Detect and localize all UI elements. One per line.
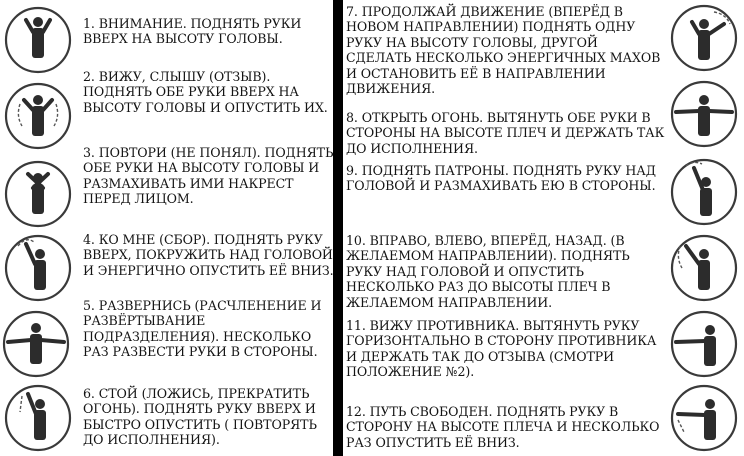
- signal-text-4: 4. КО МНЕ (СБОР). ПОДНЯТЬ РУКУ ВВЕРХ, ПОКРУЖИТЬ НАД ГОЛОВОЙ И ЭНЕРГИЧНО ОПУСТИТЬ ЕЁ ВНИЗ.: [83, 232, 334, 278]
- signal-text-10: 10. ВПРАВО, ВЛЕВО, ВПЕРЁД, НАЗАД. (В ЖЕЛАЕМОМ НАПРАВЛЕНИИ). ПОДНЯТЬ РУКУ НАД ГОЛОВОЙ И ОПУСТИТЬ НЕСКОЛЬКО РАЗ ДО ВЫСОТЫ ПЛЕЧ В ЖЕЛАЕМОМ НАПРАВЛЕНИИ.: [346, 233, 630, 310]
- signal-text-6: 6. СТОЙ (ЛОЖИСЬ, ПРЕКРАТИТЬ ОГОНЬ). ПОДНЯТЬ РУКУ ВВЕРХ И БЫСТРО ОПУСТИТЬ ( ПОВТОРЯТЬ ДО ИСПОЛНЕНИЯ).: [83, 386, 317, 448]
- soldier-arms-crossed-icon: [2, 158, 74, 230]
- signal-text-3: 3. ПОВТОРИ (НЕ ПОНЯЛ). ПОДНЯТЬ ОБЕ РУКИ НА ВЫСОТУ ГОЛОВЫ И РАЗМАХИВАТЬ ИМИ НАКРЕСТ ПЕРЕД ЛИЦОМ.: [83, 145, 334, 207]
- soldier-arm-raised-icon: [2, 382, 74, 454]
- signal-text-8: 8. ОТКРЫТЬ ОГОНЬ. ВЫТЯНУТЬ ОБЕ РУКИ В СТОРОНЫ НА ВЫСОТЕ ПЛЕЧ И ДЕРЖАТЬ ТАК ДО ИСПОЛНЕНИЯ.: [346, 110, 665, 156]
- soldier-arms-side-icon: [668, 78, 740, 150]
- signal-text-2: 2. ВИЖУ, СЛЫШУ (ОТЗЫВ). ПОДНЯТЬ ОБЕ РУКИ ВВЕРХ НА ВЫСОТУ ГОЛОВЫ И ОПУСТИТЬ ИХ.: [83, 69, 328, 115]
- signal-text-12: 12. ПУТЬ СВОБОДЕН. ПОДНЯТЬ РУКУ В СТОРОНУ НА ВЫСОТЕ ПЛЕЧА И НЕСКОЛЬКО РАЗ ОПУСТИТЬ ЕЁ ВНИЗ.: [346, 404, 660, 450]
- soldier-arm-lowering-icon: [668, 382, 740, 454]
- soldier-arm-circling-icon: [2, 232, 74, 304]
- soldier-arms-raised-icon: [2, 80, 74, 152]
- signal-text-7: 7. ПРОДОЛЖАЙ ДВИЖЕНИЕ (ВПЕРЁД В НОВОМ НАПРАВЛЕНИИ) ПОДНЯТЬ ОДНУ РУКУ НА ВЫСОТУ ГОЛОВЫ, ДРУГОЙ СДЕЛАТЬ НЕСКОЛЬКО ЭНЕРГИЧНЫХ МАХОВ И ОСТАНОВИТЬ ЕЁ В НАПРАВЛЕНИИ ДВИЖЕНИЯ.: [346, 4, 661, 97]
- soldier-arm-swing-icon: [668, 2, 740, 74]
- signal-text-5: 5. РАЗВЕРНИСЬ (РАСЧЛЕНЕНИЕ И РАЗВЁРТЫВАНИЕ ПОДРАЗДЕЛЕНИЯ). НЕСКОЛЬКО РАЗ РАЗВЕСТИ РУКИ В СТОРОНЫ.: [83, 298, 322, 360]
- signal-text-1: 1. ВНИМАНИЕ. ПОДНЯТЬ РУКИ ВВЕРХ НА ВЫСОТУ ГОЛОВЫ.: [83, 16, 302, 47]
- soldier-arm-wave-icon: [668, 156, 740, 228]
- soldier-arms-spread-icon: [0, 308, 72, 380]
- soldier-arm-point-icon: [668, 308, 740, 380]
- soldier-arms-up-icon: [2, 4, 74, 76]
- soldier-arm-direction-icon: [668, 232, 740, 304]
- signal-text-9: 9. ПОДНЯТЬ ПАТРОНЫ. ПОДНЯТЬ РУКУ НАД ГОЛОВОЙ И РАЗМАХИВАТЬ ЕЮ В СТОРОНЫ.: [346, 163, 656, 194]
- signal-text-11: 11. ВИЖУ ПРОТИВНИКА. ВЫТЯНУТЬ РУКУ ГОРИЗОНТАЛЬНО В СТОРОНУ ПРОТИВНИКА И ДЕРЖАТЬ ТАК ДО ОТЗЫВА (СМОТРИ ПОЛОЖЕНИЕ №2).: [346, 318, 657, 380]
